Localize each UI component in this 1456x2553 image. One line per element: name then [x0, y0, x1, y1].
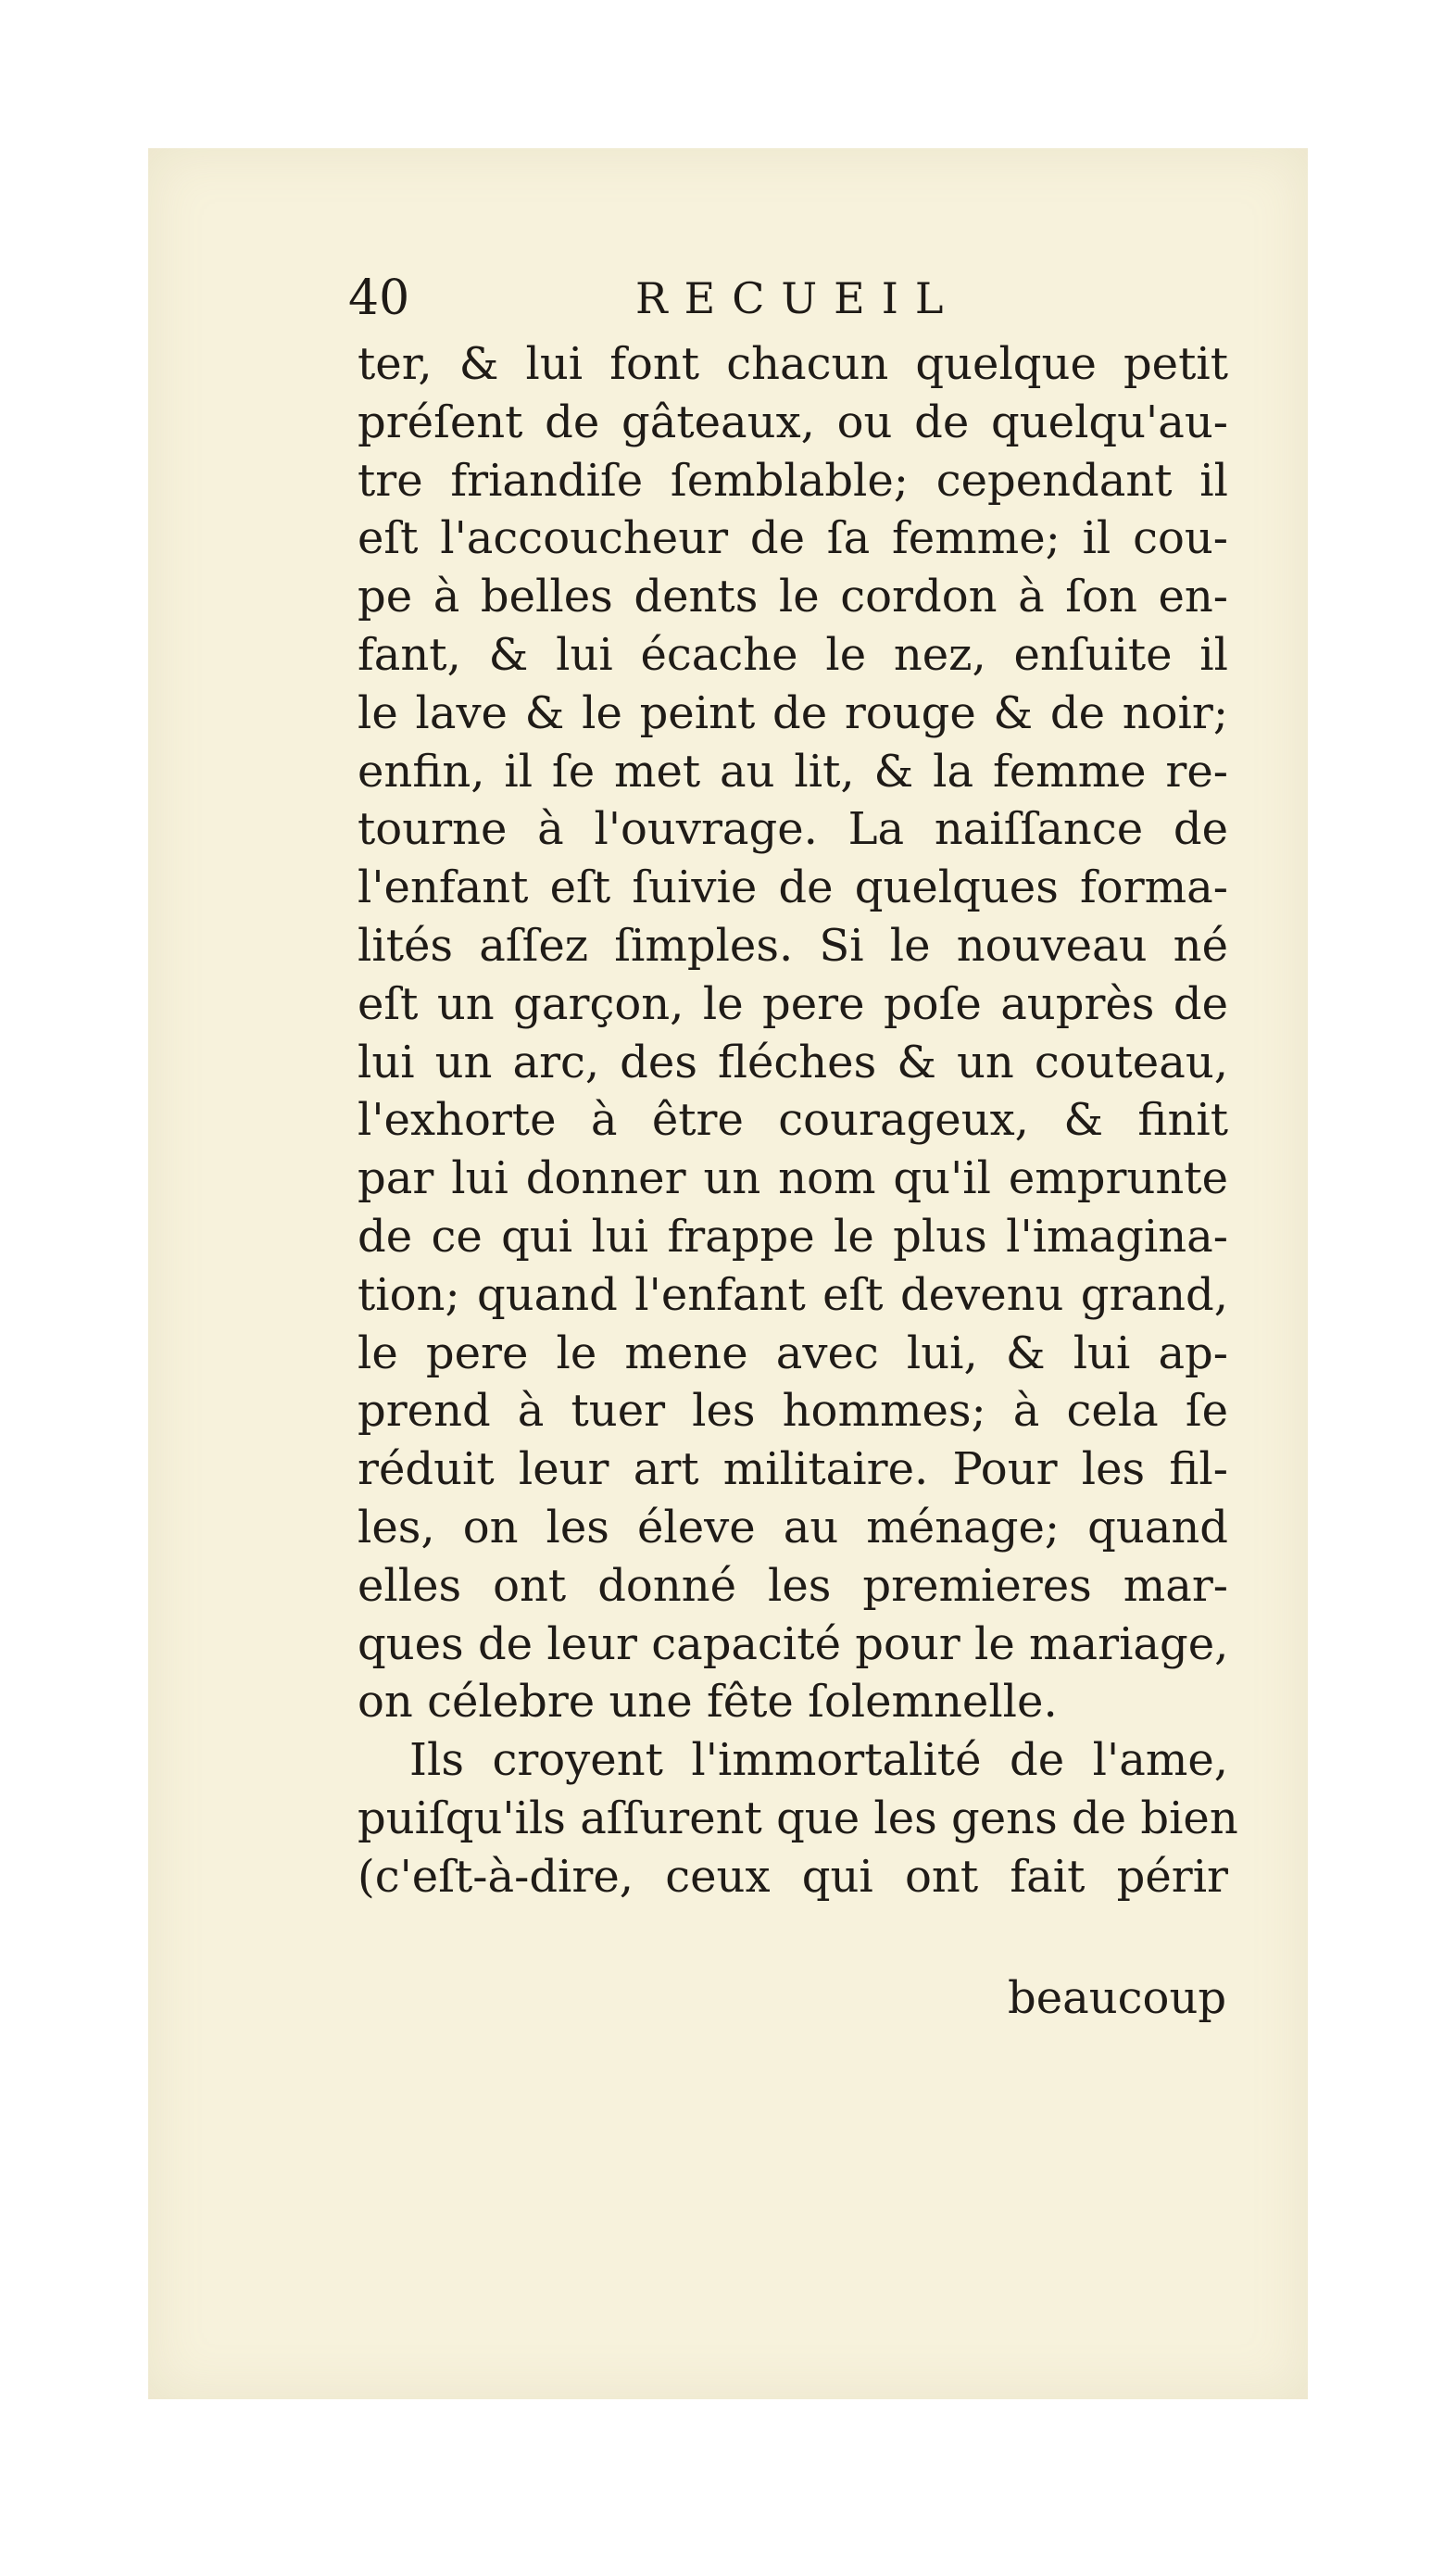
- text-line: fant, & lui écache le nez, enſuite il: [358, 628, 1228, 681]
- text-line: ter, & lui font chacun quelque petit: [358, 338, 1228, 390]
- text-line: les, on les éleve au ménage; quand: [358, 1501, 1228, 1553]
- text-line: prend à tuer les hommes; à cela ſe: [358, 1385, 1228, 1438]
- catchword: beaucoup: [1008, 1972, 1227, 2024]
- text-line: eſt un garçon, le pere poſe auprès de: [358, 977, 1228, 1030]
- text-line: lui un arc, des fléches & un couteau,: [358, 1036, 1228, 1088]
- text-line: de ce qui lui frappe le plus l'imagina-: [358, 1210, 1228, 1263]
- text-line: puiſqu'ils aſſurent que les gens de bien: [358, 1792, 1238, 1844]
- text-line: enfin, il ſe met au lit, & la femme re-: [358, 745, 1228, 798]
- page-number: 40: [348, 270, 410, 326]
- text-line: tourne à l'ouvrage. La naiſſance de: [358, 803, 1228, 856]
- text-line: Ils croyent l'immortalité de l'ame,: [409, 1734, 1228, 1787]
- text-line: elles ont donné les premieres mar-: [358, 1559, 1228, 1612]
- text-line: le pere le mene avec lui, & lui ap-: [358, 1327, 1228, 1379]
- text-line: préſent de gâteaux, ou de quelqu'au-: [358, 396, 1228, 448]
- text-line: réduit leur art militaire. Pour les fil-: [358, 1443, 1228, 1496]
- text-line: ques de leur capacité pour le mariage,: [358, 1617, 1229, 1670]
- text-line: l'exhorte à être courageux, & finit: [358, 1094, 1228, 1147]
- page-header: [209, 261, 1247, 335]
- body-text: [358, 335, 1238, 1906]
- text-line: par lui donner un nom qu'il emprunte: [358, 1152, 1228, 1205]
- running-head: RECUEIL: [635, 273, 960, 323]
- text-line: tion; quand l'enfant eſt devenu grand,: [358, 1268, 1228, 1321]
- text-line: lités aſſez ſimples. Si le nouveau né: [358, 919, 1228, 972]
- text-line: on célebre une fête ſolemnelle.: [358, 1676, 1058, 1729]
- text-line: l'enfant eſt ſuivie de quelques forma-: [358, 861, 1228, 914]
- text-line: tre friandiſe ſemblable; cependant il: [358, 454, 1228, 507]
- text-line: eſt l'accoucheur de ſa femme; il cou-: [358, 512, 1228, 565]
- text-line: le lave & le peint de rouge & de noir;: [358, 686, 1228, 739]
- text-line: (c'eſt-à-dire, ceux qui ont fait périr: [358, 1850, 1228, 1903]
- text-line: pe à belles dents le cordon à ſon en-: [358, 571, 1228, 623]
